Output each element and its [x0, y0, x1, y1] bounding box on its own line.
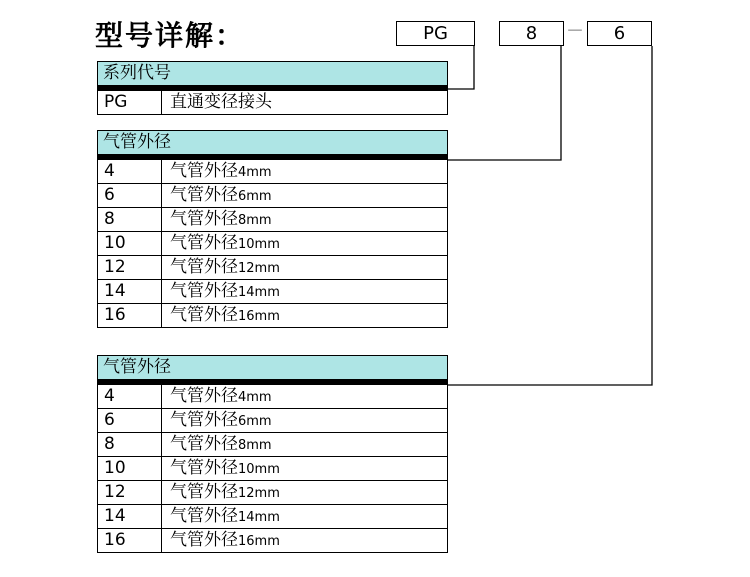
row-code: 12	[98, 481, 162, 504]
row-code: 12	[98, 256, 162, 279]
series-header: 系列代号	[97, 61, 448, 85]
row-unit: 8mm	[238, 438, 272, 453]
row-unit: 4mm	[238, 390, 272, 405]
row-code: 4	[98, 385, 162, 408]
row-code: 8	[98, 208, 162, 231]
table-row	[97, 304, 448, 328]
table-row	[97, 184, 448, 208]
table-row	[97, 433, 448, 457]
table-row	[97, 256, 448, 280]
row-desc-text: 气管外径	[170, 506, 238, 526]
row-description	[162, 208, 272, 231]
row-code: PG	[98, 91, 162, 114]
connector-size1	[448, 46, 561, 160]
row-unit: 6mm	[238, 414, 272, 429]
table-row	[97, 457, 448, 481]
row-unit: 8mm	[238, 213, 272, 228]
table-row	[97, 409, 448, 433]
row-code: 8	[98, 433, 162, 456]
row-unit: 12mm	[238, 261, 280, 276]
row-code: 14	[98, 505, 162, 528]
table-row	[97, 280, 448, 304]
row-unit: 16mm	[238, 534, 280, 549]
row-unit: 12mm	[238, 486, 280, 501]
row-description	[162, 232, 280, 255]
row-desc-text: 气管外径	[170, 386, 238, 406]
row-description	[162, 409, 272, 432]
table-row	[97, 529, 448, 553]
table-row	[97, 384, 448, 409]
row-description	[162, 481, 280, 504]
series-section	[97, 61, 448, 115]
row-desc-text: 气管外径	[170, 257, 238, 277]
row-description	[162, 385, 272, 408]
table-row	[97, 90, 448, 115]
page-title: 型号详解：	[95, 19, 246, 52]
row-description	[162, 505, 280, 528]
row-unit: 4mm	[238, 165, 272, 180]
table-row	[97, 481, 448, 505]
row-desc-text: 气管外径	[170, 305, 238, 325]
row-code: 10	[98, 457, 162, 480]
row-desc-text: 气管外径	[170, 161, 238, 181]
row-description	[162, 184, 272, 207]
row-unit: 14mm	[238, 285, 280, 300]
row-desc-text: 气管外径	[170, 281, 238, 301]
row-description	[162, 304, 280, 327]
row-desc-text: 气管外径	[170, 482, 238, 502]
size1-code-box: 8	[499, 21, 564, 46]
row-code: 6	[98, 409, 162, 432]
tube2-section	[97, 355, 448, 553]
row-code: 6	[98, 184, 162, 207]
row-description	[162, 529, 280, 552]
row-desc-text: 气管外径	[170, 434, 238, 454]
row-desc-text: 气管外径	[170, 530, 238, 550]
row-unit: 10mm	[238, 237, 280, 252]
row-description	[162, 433, 272, 456]
row-unit: 10mm	[238, 462, 280, 477]
table-row	[97, 159, 448, 184]
row-desc-text: 气管外径	[170, 410, 238, 430]
row-description	[162, 457, 280, 480]
row-desc-text: 气管外径	[170, 233, 238, 253]
row-code: 16	[98, 529, 162, 552]
row-description	[162, 280, 280, 303]
table-row	[97, 208, 448, 232]
code-separator: －	[566, 21, 584, 42]
row-code: 4	[98, 160, 162, 183]
row-desc-text: 气管外径	[170, 458, 238, 478]
row-description	[162, 91, 272, 114]
row-desc-text: 直通变径接头	[170, 92, 272, 112]
row-unit: 16mm	[238, 309, 280, 324]
row-description	[162, 160, 272, 183]
connector-size2	[448, 46, 652, 385]
row-desc-text: 气管外径	[170, 209, 238, 229]
row-code: 14	[98, 280, 162, 303]
tube2-header: 气管外径	[97, 355, 448, 379]
row-desc-text: 气管外径	[170, 185, 238, 205]
row-unit: 6mm	[238, 189, 272, 204]
row-unit: 14mm	[238, 510, 280, 525]
tube1-header: 气管外径	[97, 130, 448, 154]
tube1-section	[97, 130, 448, 328]
table-row	[97, 505, 448, 529]
series-code-box: PG	[396, 21, 475, 46]
table-row	[97, 232, 448, 256]
connector-series	[448, 46, 474, 89]
row-code: 16	[98, 304, 162, 327]
row-description	[162, 256, 280, 279]
size2-code-box: 6	[587, 21, 652, 46]
row-code: 10	[98, 232, 162, 255]
